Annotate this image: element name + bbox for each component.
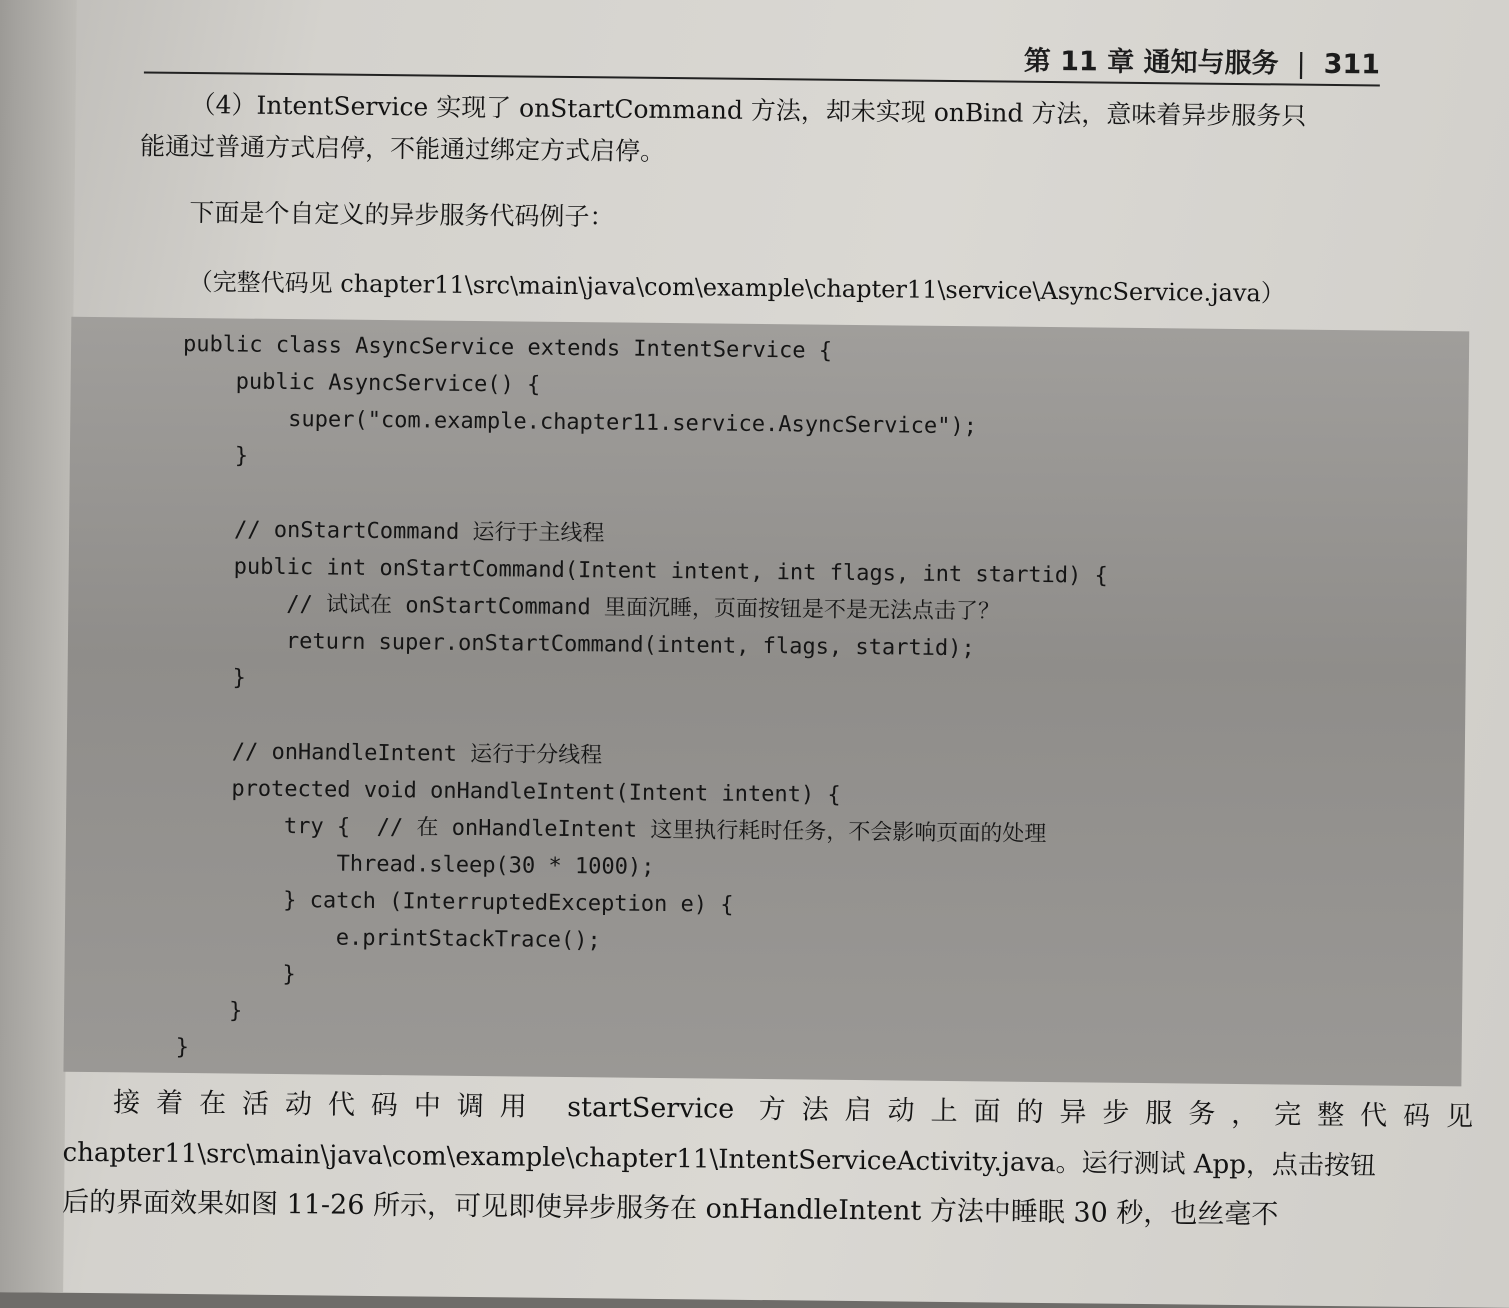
code-line: // onStartCommand 运行于主线程: [180, 516, 605, 547]
code-line: // 试试在 onStartCommand 里面沉睡，页面按钮是不是无法点击了？: [180, 590, 1001, 625]
code-line: public int onStartCommand(Intent intent, int flags, int startid) {: [180, 553, 1108, 589]
code-block: [176, 326, 1111, 1076]
code-line: public AsyncService() {: [182, 368, 541, 398]
paragraph-line: chapter11\src\main\java\com\example\chapter11\IntentServiceActivity.java。运行测试 App，点击按钮: [62, 1137, 1377, 1182]
code-line: } catch (InterruptedException e) {: [177, 886, 734, 918]
code-line: }: [179, 664, 246, 691]
code-line: protected void onHandleIntent(Intent intent) {: [178, 775, 841, 808]
paragraph-example-intro: 下面是个自定义的异步服务代码例子：: [189, 198, 615, 232]
code-line: Thread.sleep(30 * 1000);: [177, 849, 655, 880]
code-line: super("com.example.chapter11.service.AsyncService");: [182, 405, 978, 440]
chapter-title: 第 11 章 通知与服务: [1023, 45, 1279, 80]
page-number: 311: [1323, 48, 1381, 81]
paragraph-line: 后的界面效果如图 11-26 所示，可见即使异步服务在 onHandleIntent 方法中睡眠 30 秒，也丝毫不: [61, 1186, 1279, 1231]
code-line: return super.onStartCommand(intent, flags, startid);: [179, 627, 975, 662]
code-line: // onHandleIntent 运行于分线程: [178, 738, 603, 769]
code-line: public class AsyncService extends IntentService {: [182, 331, 833, 364]
page-header: [144, 28, 1380, 87]
code-line: e.printStackTrace();: [176, 923, 601, 954]
code-line: }: [175, 997, 243, 1024]
paragraph-intentservice-note: [140, 83, 1401, 180]
header-text: [1024, 39, 1381, 82]
paragraph-line: （4）IntentService 实现了 onStartCommand 方法，却未实现 onBind 方法，意味着异步服务只: [190, 90, 1307, 131]
paragraph-line: 能通过普通方式启停，不能通过绑定方式启停。: [139, 131, 666, 166]
paragraph-start-service: [62, 1078, 1473, 1243]
code-line: }: [175, 1034, 190, 1061]
paragraph-code-path: （完整代码见 chapter11\src\main\java\com\example\chapter11\service\AsyncService.java）: [188, 267, 1285, 308]
code-line: }: [176, 960, 296, 988]
code-line: try { // 在 onHandleIntent 这里执行耗时任务，不会影响页面的处理: [177, 812, 1047, 848]
header-separator: |: [1296, 48, 1306, 80]
paragraph-line: 接着在活动代码中调用 startService 方法启动上面的异步服务，完整代码见: [112, 1087, 1474, 1133]
code-line: }: [181, 442, 249, 469]
